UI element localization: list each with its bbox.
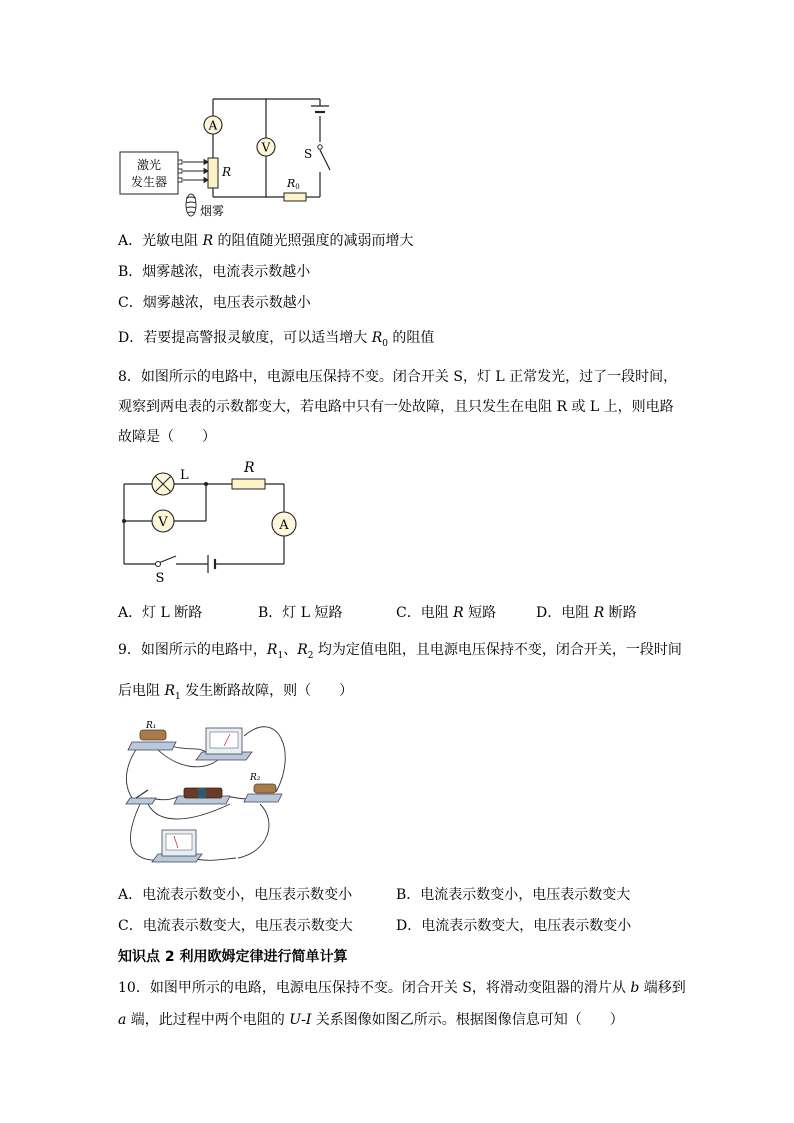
- q8-stem-line2: 观察到两电表的示数都变大，若电路中只有一处故障，且只发生在电阻 R 或 L 上，则电路: [118, 399, 674, 415]
- q8-switch-label: S: [155, 571, 165, 586]
- q8-voltmeter-label: V: [158, 515, 168, 530]
- q8-lamp-label: L: [180, 468, 189, 483]
- q9-r1-label: R₁: [146, 721, 157, 731]
- q7-r-label: R: [222, 165, 232, 179]
- q7-option-b[interactable]: B．烟雾越浓，电流表示数越小: [118, 264, 311, 280]
- q9-circuit-photo: [118, 712, 298, 872]
- q9-stem-line2: 后电阻 $R_1$ 发生断路故障，则（ ）: [118, 683, 354, 702]
- q8-option-a[interactable]: A．灯 L 断路: [118, 605, 203, 621]
- q10-stem-line2: a 端，此过程中两个电阻的 U-I 关系图像如图乙所示。根据图像信息可知（ ）: [118, 1012, 624, 1028]
- q8-stem-line1: 8．如图所示的电路中，电源电压保持不变。闭合开关 S，灯 L 正常发光，过了一段时间，: [118, 369, 678, 385]
- q9-option-c[interactable]: C．电流表示数变大，电压表示数变大: [118, 918, 353, 934]
- q7-r0-label: R0: [287, 177, 300, 191]
- q7-circuit-figure: [116, 92, 336, 224]
- q8-stem-line3: 故障是（ ）: [118, 429, 216, 445]
- q8-option-c[interactable]: C．电阻 R 短路: [396, 605, 497, 621]
- smoke-icon: [186, 194, 196, 216]
- q8-option-d[interactable]: D．电阻 R 断路: [536, 605, 637, 621]
- q9-stem-line1: 9．如图所示的电路中，$R_1$、$R_2$ 均为定值电阻，且电源电压保持不变，闭合开关，一段时间: [118, 642, 682, 661]
- q7-option-c[interactable]: C．烟雾越浓，电压表示数越小: [118, 295, 311, 311]
- q9-option-d[interactable]: D．电流表示数变大，电压表示数变小: [396, 918, 632, 934]
- q9-r2-label: R₂: [250, 773, 261, 783]
- q7-laser-line2: 发生器: [130, 175, 168, 189]
- q9-option-b[interactable]: B．电流表示数变小，电压表示数变大: [396, 887, 631, 903]
- q7-switch-label: S: [304, 147, 313, 161]
- q8-ammeter-label: A: [279, 518, 289, 533]
- q7-smoke-label: 烟雾: [200, 204, 225, 218]
- q7-laser-line1: 激光: [136, 158, 162, 172]
- q10-stem-line1: 10．如图甲所示的电路，电源电压保持不变。闭合开关 S，将滑动变阻器的滑片从 b 端移到: [118, 980, 686, 996]
- q8-option-b[interactable]: B．灯 L 短路: [258, 605, 343, 621]
- q8-circuit-figure: [118, 458, 308, 586]
- q7-option-a[interactable]: A．光敏电阻 R 的阻值随光照强度的减弱而增大: [118, 233, 414, 249]
- q7-voltmeter-label: V: [261, 140, 271, 155]
- section-heading: 知识点 2 利用欧姆定律进行简单计算: [118, 949, 348, 965]
- q7-ammeter-label: A: [208, 118, 218, 133]
- q8-resistor-label: R: [244, 460, 255, 476]
- q7-option-d[interactable]: D．若要提高警报灵敏度，可以适当增大 $R_0$ 的阻值: [118, 330, 435, 349]
- q9-option-a[interactable]: A．电流表示数变小，电压表示数变小: [118, 887, 353, 903]
